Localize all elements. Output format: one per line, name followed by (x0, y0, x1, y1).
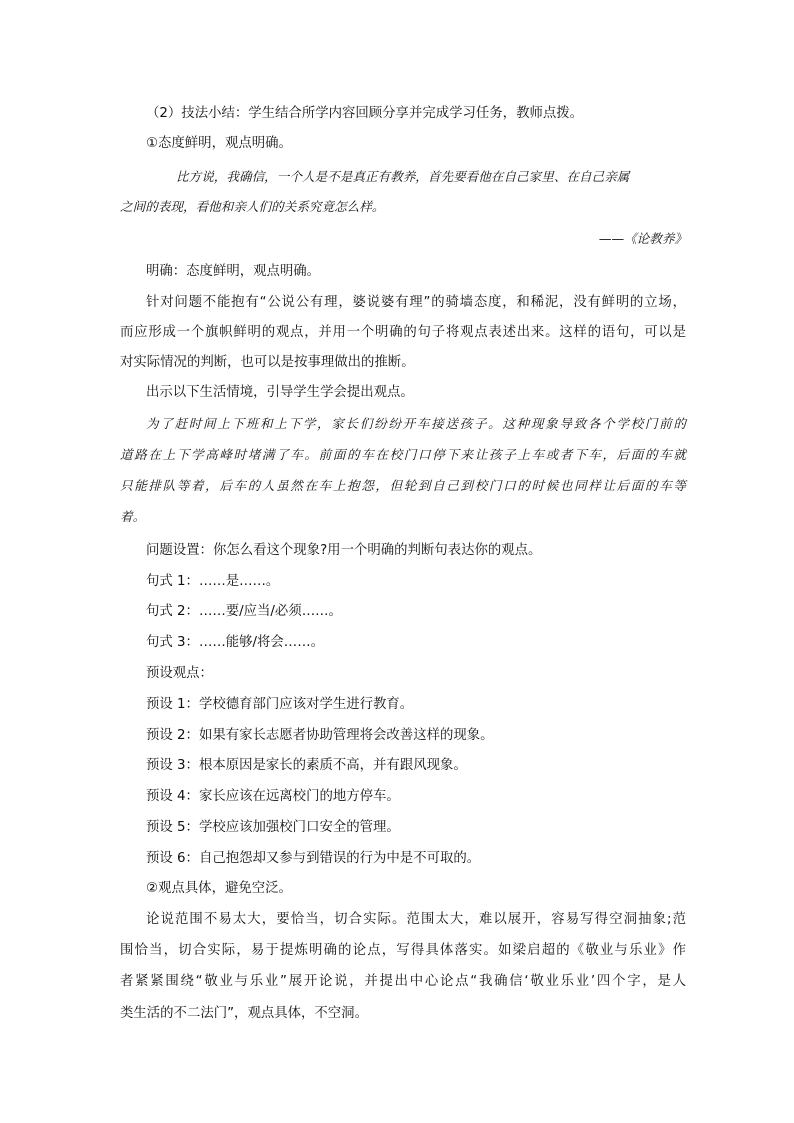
paragraph-line: 而应形成一个旗帜鲜明的观点，并用一个明确的句子将观点表述出来。这样的语句，可以是 (120, 325, 686, 340)
paragraph-line: 出示以下生活情境，引导学生学会提出观点。 (146, 385, 414, 400)
paragraph-line: 针对问题不能抱有“公说公有理，婆说婆有理”的骑墙态度，和稀泥，没有鲜明的立场， (146, 295, 686, 310)
preset-item: 预设 1：学校德育部门应该对学生进行教育。 (146, 697, 414, 712)
preset-item: 预设 3：根本原因是家长的素质不高，并有跟风现象。 (146, 758, 467, 773)
preset-item: 预设 2：如果有家长志愿者协助管理将会改善这样的现象。 (146, 728, 494, 743)
paragraph-line: 围恰当，切合实际，易于提炼明确的论点，写得具体落实。如梁启超的《敬业与乐业》作 (120, 943, 686, 958)
preset-item: 预设 4：家长应该在远离校门的地方停车。 (146, 789, 400, 804)
scenario-line: 为了赶时间上下班和上下学，家长们纷纷开车接送孩子。这种现象导致各个学校门前的 (146, 416, 686, 431)
quote-source: ——《论教养》 (598, 231, 687, 246)
section-heading: （2）技法小结：学生结合所学内容回顾分享并完成学习任务，教师点拨。 (146, 106, 584, 121)
paragraph-line: 对实际情况的判断，也可以是按事理做出的推断。 (120, 355, 415, 370)
paragraph-line: 者紧紧围绕“敬业与乐业”展开论说，并提出中心论点“我确信‘敬业乐业’四个字，是人 (120, 974, 686, 989)
point-heading-2: ②观点具体，避免空泛。 (146, 881, 292, 896)
preset-item: 预设 6：自己抱怨却又参与到错误的行为中是不可取的。 (146, 851, 481, 866)
paragraph-line: 明确：态度鲜明，观点明确。 (146, 264, 321, 279)
preset-item: 预设 5：学校应该加强校门口安全的管理。 (146, 820, 400, 835)
point-heading-1: ①态度鲜明，观点明确。 (146, 136, 292, 151)
pattern-line: 句式 1：……是……。 (146, 574, 280, 589)
scenario-line: 着。 (120, 509, 146, 524)
scenario-line: 只能排队等着，后车的人虽然在车上抱怨，但轮到自己到校门口的时候也同样让后面的车等 (120, 478, 686, 493)
paragraph-line: 类生活的不二法门”，观点具体，不空洞。 (120, 1006, 368, 1021)
question-line: 问题设置：你怎么看这个现象?用一个明确的判断句表达你的观点。 (146, 543, 542, 558)
preset-heading: 预设观点： (146, 666, 213, 681)
pattern-line: 句式 3：……能够/将会……。 (146, 635, 324, 650)
paragraph-line: 论说范围不易太大，要恰当，切合实际。范围太大，难以展开，容易写得空洞抽象;范 (146, 912, 686, 927)
pattern-line: 句式 2：……要/应当/必须……。 (146, 604, 342, 619)
scenario-line: 道路在上下学高峰时堵满了车。前面的车在校门口停下来让孩子上车或者下车，后面的车就 (120, 447, 686, 462)
quote-line-1: 比方说，我确信，一个人是不是真正有教养，首先要看他在自己家里、在自己亲属 (176, 169, 630, 184)
quote-line-2: 之间的表现，看他和亲人们的关系究竟怎么样。 (120, 199, 385, 214)
